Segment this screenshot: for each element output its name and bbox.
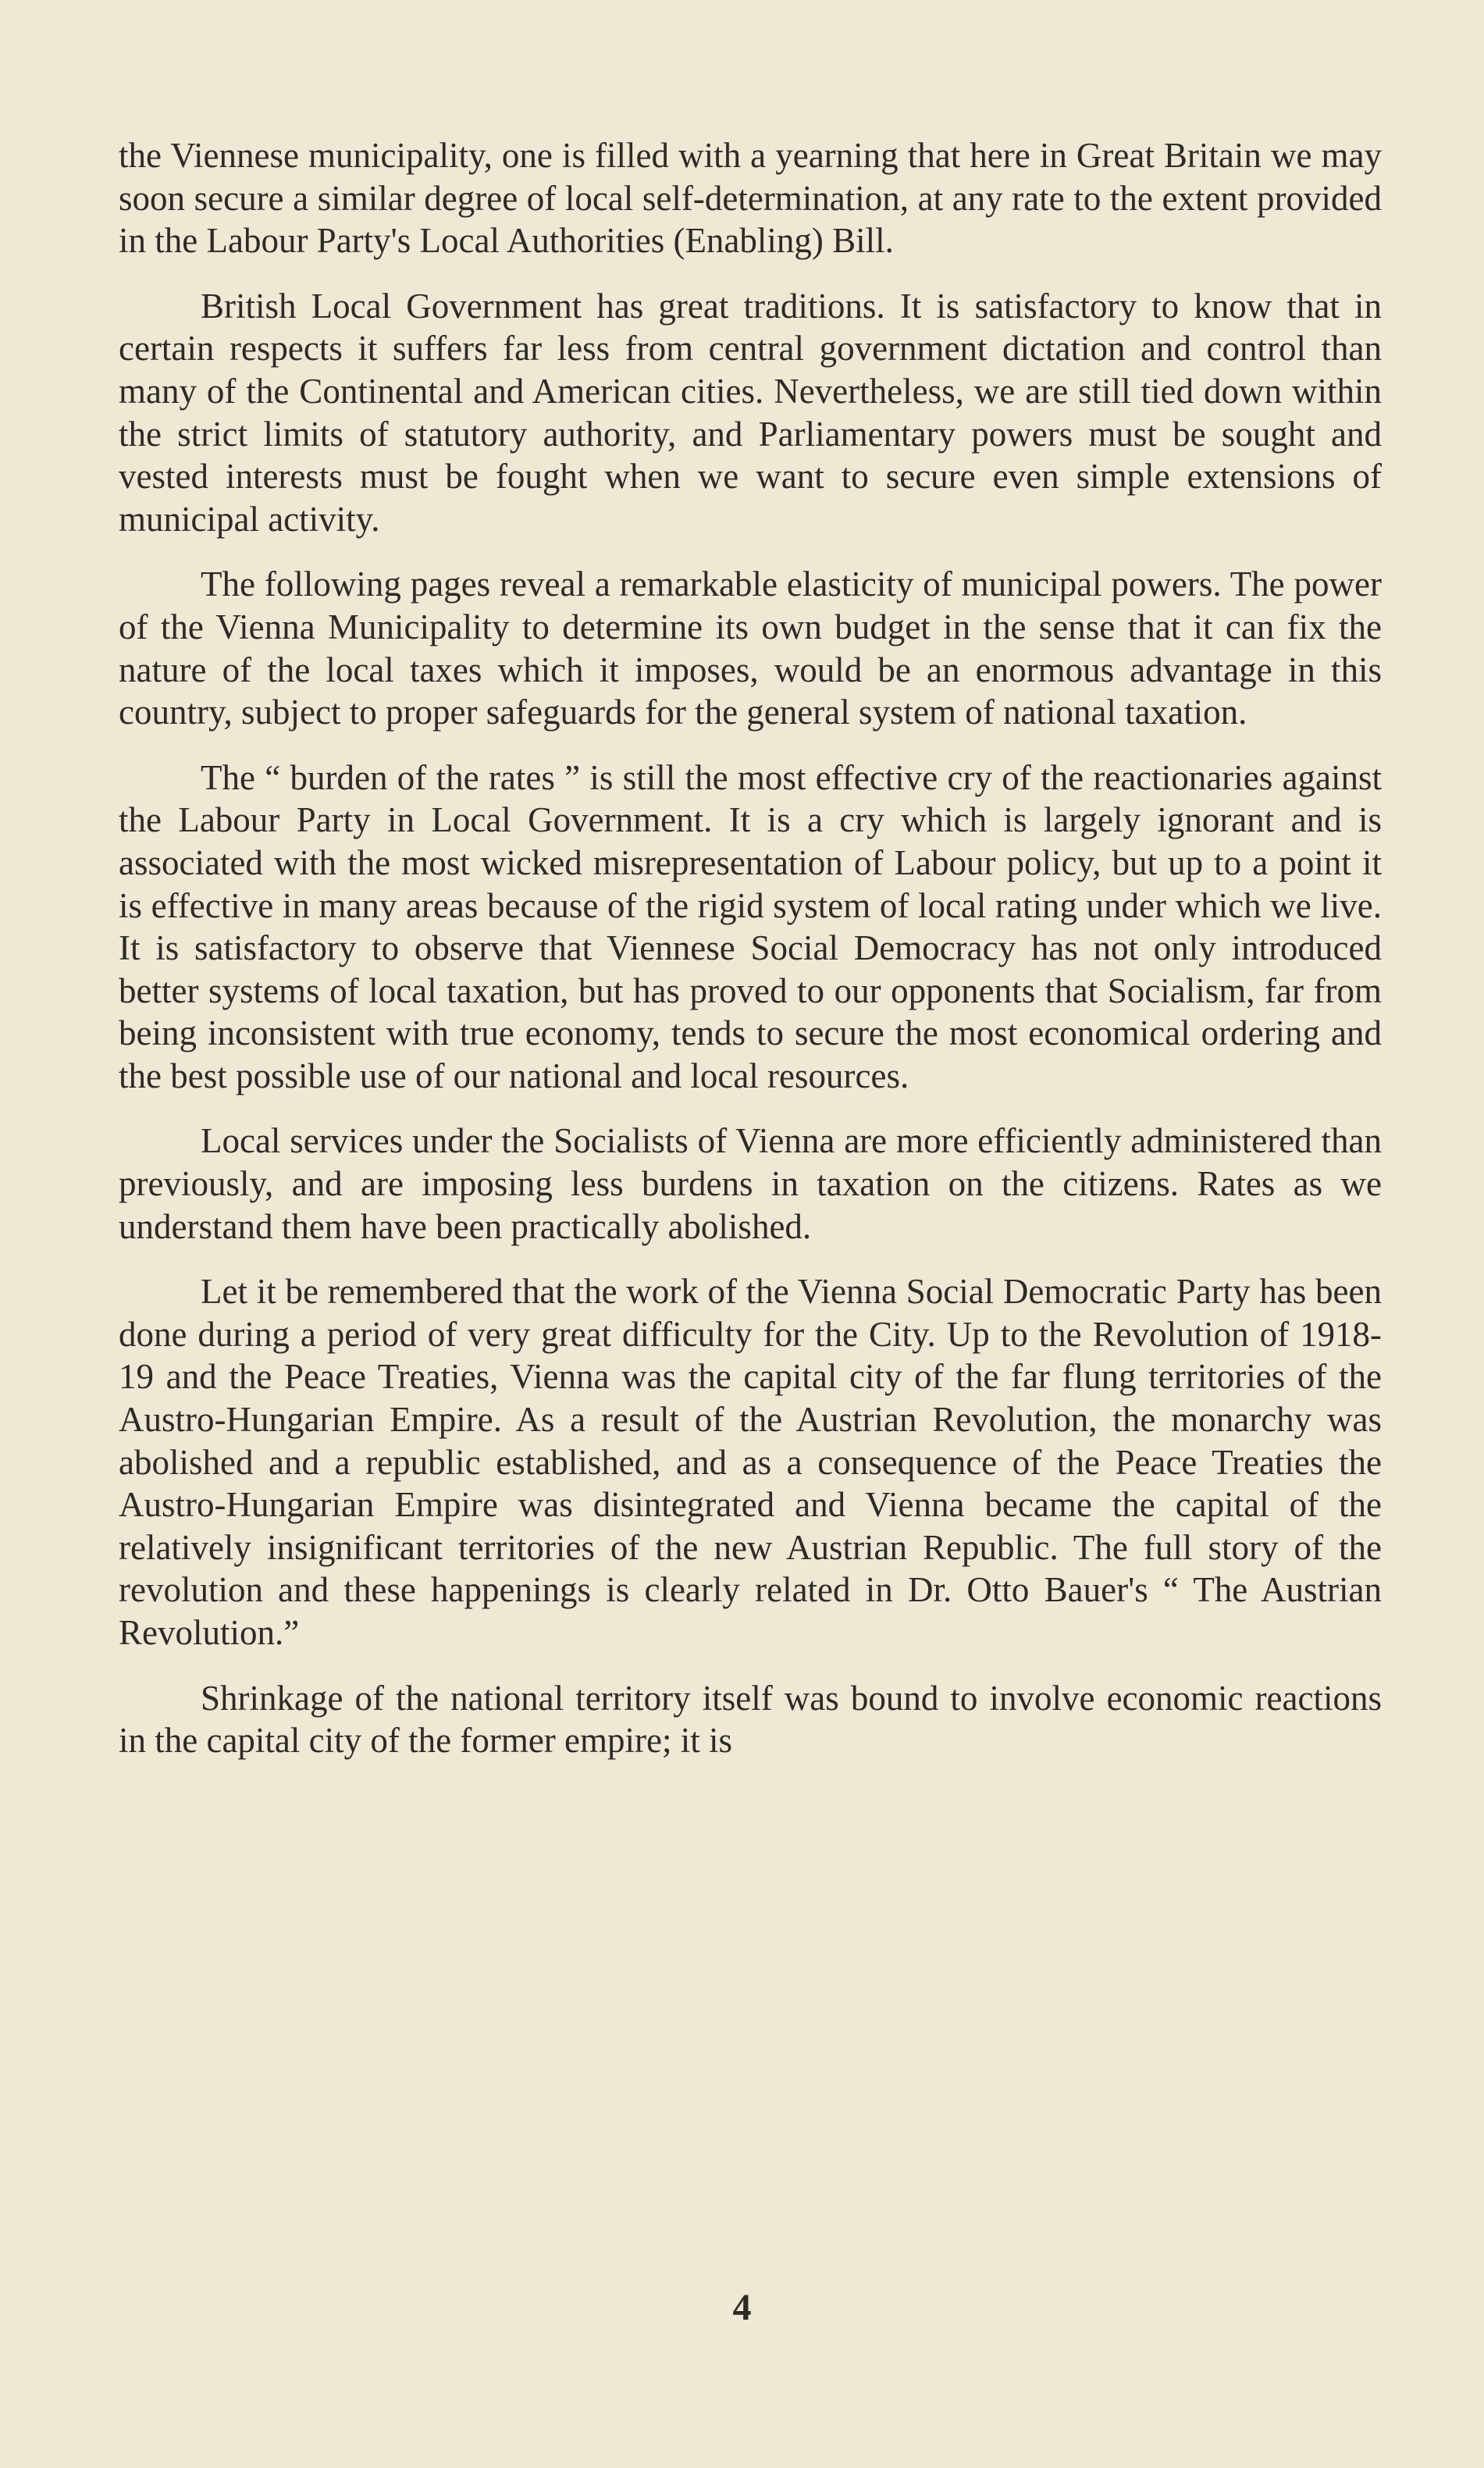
paragraph-municipal-powers: The following pages reveal a remarkable elasticity of municipal powers. The power of the Vienna Municipality to determine its own budget in the sense that it can fix the nature of the local taxes which it imposes, would be an enormous advantage in this country, subject to proper safeguards for the general system of national taxation. [119,564,1382,732]
body-text [119,134,1382,1785]
page-number: 4 [732,2287,752,2328]
paragraph-shrinkage: Shrinkage of the national territory itself was bound to involve economic reactions in the capital city of the former empire; it is [119,1678,1382,1761]
paragraph-revolution-history: Let it be remembered that the work of the Vienna Social Democratic Party has been done during a period of very great difficulty for the City. Up to the Revolution of 1918-19 and the Peace Treaties, Vienna was the capital city of the far flung territories of the Austro-Hungarian Empire. As a result of the Austrian Revolution, the monarchy was abolished and a republic established, and as a consequence of the Peace Treaties the Austro-Hungarian Empire was disintegrated and Vienna became the capital of the relatively insignificant territories of the new Austrian Republic. The full story of the revolution and these happenings is clearly related in Dr. Otto Bauer's “ The Austrian Revolution.” [119,1272,1382,1652]
paragraph-continuation: the Viennese municipality, one is filled with a yearning that here in Great Britain we may soon secure a similar degree of local self-determination, at any rate to the extent provided in the Labour Party's Local Authorities (Enabling) Bill. [119,136,1382,261]
paragraph-local-services: Local services under the Socialists of Vienna are more efficiently administered than previously, and are imposing less burdens in taxation on the citizens. Rates as we understand them have been practically abolished. [119,1121,1382,1246]
paragraph-local-government-traditions: British Local Government has great traditions. It is satisfactory to know that in certain respects it suffers far less from central government dictation and control than many of the Continental and American cities. Nevertheless, we are still tied down within the strict limits of statutory authority, and Parliamentary powers must be sought and vested interests must be fought when we want to secure even simple extensions of municipal activity. [119,286,1382,539]
paragraph-burden-of-rates: The “ burden of the rates ” is still the most effective cry of the reactionaries against the Labour Party in Local Government. It is a cry which is largely ignorant and is associated with the most wicked misrepresentation of Labour policy, but up to a point it is effective in many areas because of the rigid system of local rating under which we live. It is satisfactory to observe that Viennese Social Democracy has not only introduced better systems of local taxation, but has proved to our opponents that Socialism, far from being inconsistent with true economy, tends to secure the most economical ordering and the best possible use of our national and local resources. [119,757,1382,1095]
